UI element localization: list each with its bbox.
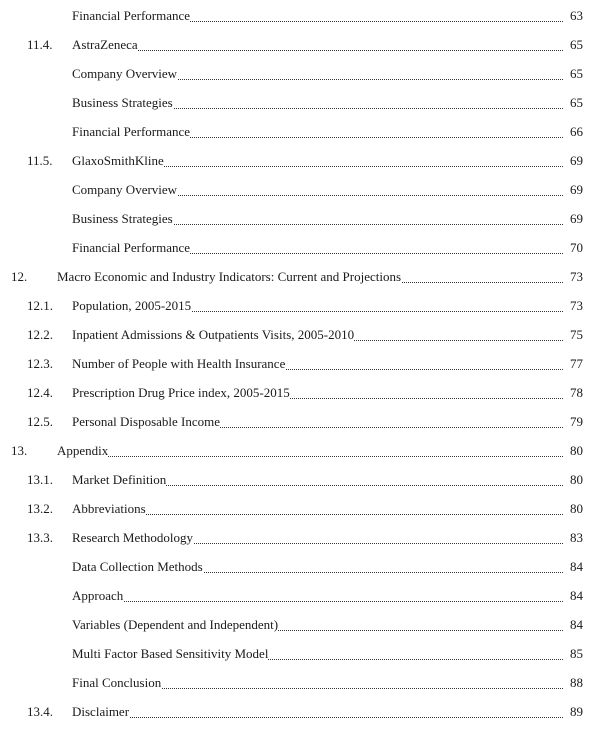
toc-entry-page-number: 69 xyxy=(570,182,583,197)
toc-entry-title: Abbreviations xyxy=(72,501,146,516)
toc-entry[interactable] xyxy=(0,354,603,374)
toc-entry[interactable] xyxy=(0,6,603,26)
toc-entry-title: Financial Performance xyxy=(72,124,191,139)
toc-entry-number: 11.4. xyxy=(27,37,53,52)
toc-entry-number: 13.2. xyxy=(27,501,53,516)
toc-entry-title: Appendix xyxy=(57,443,109,458)
toc-entry-title: Prescription Drug Price index, 2005-2015 xyxy=(72,385,290,400)
toc-entry-title: Business Strategies xyxy=(72,211,173,226)
toc-entry[interactable] xyxy=(0,441,603,461)
toc-entry-page-number: 83 xyxy=(570,530,583,545)
dot-leader xyxy=(72,717,563,718)
toc-entry-page-number: 78 xyxy=(570,385,583,400)
toc-entry-title: Inpatient Admissions & Outpatients Visits, 2005-2010 xyxy=(72,327,355,342)
toc-entry-title: Financial Performance xyxy=(72,240,191,255)
toc-entry[interactable] xyxy=(0,267,603,287)
toc-entry[interactable] xyxy=(0,296,603,316)
toc-entry-page-number: 88 xyxy=(570,675,583,690)
toc-entry-page-number: 80 xyxy=(570,472,583,487)
toc-entry-page-number: 89 xyxy=(570,704,583,719)
toc-entry-number: 12.5. xyxy=(27,414,53,429)
toc-entry-title: Variables (Dependent and Independent) xyxy=(72,617,279,632)
toc-entry-title: Multi Factor Based Sensitivity Model xyxy=(72,646,269,661)
toc-entry-page-number: 80 xyxy=(570,443,583,458)
toc-entry-number: 13. xyxy=(11,443,28,458)
toc-entry[interactable] xyxy=(0,702,603,722)
toc-entry-number: 11.5. xyxy=(27,153,53,168)
toc-entry-page-number: 73 xyxy=(570,269,583,284)
toc-entry[interactable] xyxy=(0,470,603,490)
dot-leader xyxy=(57,456,563,457)
toc-entry-page-number: 80 xyxy=(570,501,583,516)
toc-entry-page-number: 77 xyxy=(570,356,583,371)
toc-entry-title: Research Methodology xyxy=(72,530,193,545)
toc-entry[interactable] xyxy=(0,557,603,577)
toc-entry-page-number: 79 xyxy=(570,414,583,429)
toc-entry[interactable] xyxy=(0,122,603,142)
dot-leader xyxy=(72,50,563,51)
toc-entry-title: Company Overview xyxy=(72,66,178,81)
toc-entry[interactable] xyxy=(0,35,603,55)
toc-entry-title: Final Conclusion xyxy=(72,675,162,690)
toc-entry-page-number: 63 xyxy=(570,8,583,23)
toc-entry-title: Number of People with Health Insurance xyxy=(72,356,286,371)
toc-entry[interactable] xyxy=(0,673,603,693)
toc-entry-title: Approach xyxy=(72,588,124,603)
toc-entry-page-number: 75 xyxy=(570,327,583,342)
toc-entry-page-number: 65 xyxy=(570,95,583,110)
toc-entry-page-number: 70 xyxy=(570,240,583,255)
toc-entry-number: 12.3. xyxy=(27,356,53,371)
toc-entry[interactable] xyxy=(0,528,603,548)
toc-entry-title: AstraZeneca xyxy=(72,37,138,52)
toc-entry-title: Company Overview xyxy=(72,182,178,197)
toc-entry[interactable] xyxy=(0,325,603,345)
toc-entry-number: 12.1. xyxy=(27,298,53,313)
toc-entry-title: Population, 2005-2015 xyxy=(72,298,192,313)
toc-entry-page-number: 66 xyxy=(570,124,583,139)
toc-entry[interactable] xyxy=(0,180,603,200)
toc-entry-page-number: 65 xyxy=(570,66,583,81)
toc-entry-number: 13.1. xyxy=(27,472,53,487)
toc-entry[interactable] xyxy=(0,499,603,519)
toc-entry-title: Financial Performance xyxy=(72,8,191,23)
toc-entry-number: 12.4. xyxy=(27,385,53,400)
toc-entry[interactable] xyxy=(0,151,603,171)
toc-entry-page-number: 84 xyxy=(570,559,583,574)
dot-leader xyxy=(72,601,563,602)
toc-entry-number: 13.3. xyxy=(27,530,53,545)
toc-entry-page-number: 84 xyxy=(570,617,583,632)
toc-entry-page-number: 65 xyxy=(570,37,583,52)
toc-entry[interactable] xyxy=(0,209,603,229)
toc-entry-title: GlaxoSmithKline xyxy=(72,153,164,168)
toc-entry-page-number: 73 xyxy=(570,298,583,313)
toc-entry-number: 13.4. xyxy=(27,704,53,719)
toc-entry-page-number: 69 xyxy=(570,211,583,226)
toc-entry[interactable] xyxy=(0,238,603,258)
toc-entry-title: Disclaimer xyxy=(72,704,130,719)
toc-entry-number: 12. xyxy=(11,269,28,284)
toc-entry-title: Personal Disposable Income xyxy=(72,414,221,429)
toc-entry-title: Macro Economic and Industry Indicators: Current and Projections xyxy=(57,269,402,284)
toc-entry[interactable] xyxy=(0,615,603,635)
toc-entry-page-number: 69 xyxy=(570,153,583,168)
toc-entry[interactable] xyxy=(0,64,603,84)
toc-entry[interactable] xyxy=(0,93,603,113)
toc-entry-title: Data Collection Methods xyxy=(72,559,203,574)
toc-entry[interactable] xyxy=(0,644,603,664)
toc-entry-page-number: 84 xyxy=(570,588,583,603)
toc-entry-title: Market Definition xyxy=(72,472,167,487)
toc-entry-page-number: 85 xyxy=(570,646,583,661)
toc-entry-number: 12.2. xyxy=(27,327,53,342)
toc-entry[interactable] xyxy=(0,412,603,432)
toc-entry[interactable] xyxy=(0,586,603,606)
toc-entry-title: Business Strategies xyxy=(72,95,173,110)
toc-entry[interactable] xyxy=(0,383,603,403)
